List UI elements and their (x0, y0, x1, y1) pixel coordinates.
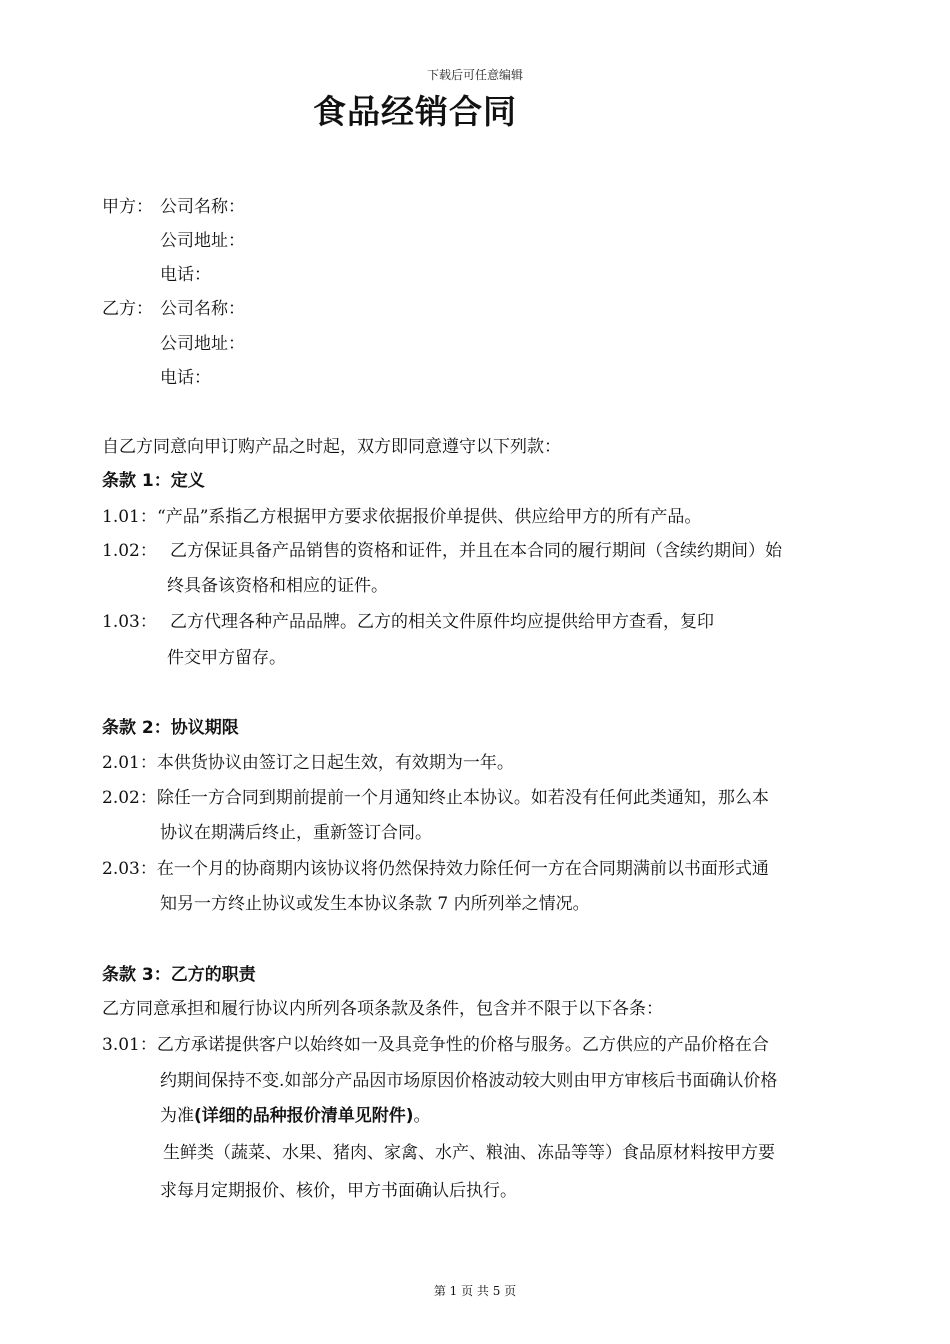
clause1-heading: 条款 1：定义 (102, 471, 205, 491)
clause3-01-line3-post: 。 (413, 1106, 431, 1126)
clause2-02-line2: 协议在期满后终止，重新签订合同。 (160, 823, 432, 843)
clause1-01-number: 1.01： (102, 507, 157, 527)
clause2-02-line1: 2.02：除任一方合同到期前提前一个月通知终止本协议。如若没有任何此类通知，那么本 (102, 788, 769, 808)
clause3-01-line3-bold: (详细的品种报价清单见附件) (194, 1106, 414, 1126)
clause1-03-line1: 乙方代理各种产品品牌。乙方的相关文件原件均应提供给甲方查看，复印 (170, 612, 714, 632)
clause3-heading: 条款 3：乙方的职责 (102, 965, 256, 985)
clause1-01-text: “产品”系指乙方根据甲方要求依据报价单提供、供应给甲方的所有产品。 (157, 507, 702, 527)
party-b-phone: 电话： (160, 368, 211, 388)
clause1-03-line2: 件交甲方留存。 (167, 648, 286, 668)
clause2-03-line2: 知另一方终止协议或发生本协议条款 7 内所列举之情况。 (160, 894, 590, 914)
party-a-company-name: 公司名称： (160, 197, 245, 217)
clause1-02-line1: 乙方保证具备产品销售的资格和证件，并且在本合同的履行期间（含续约期间）始 (170, 541, 782, 561)
page-footer: 第 1 页 共 5 页 (433, 1284, 517, 1298)
party-b-label: 乙方： (102, 299, 153, 319)
party-a-phone: 电话： (160, 265, 211, 285)
clause3-01-line5: 求每月定期报价、核价，甲方书面确认后执行。 (160, 1181, 517, 1201)
clause2-heading: 条款 2：协议期限 (102, 718, 239, 738)
clause2-03-line1: 2.03：在一个月的协商期内该协议将仍然保持效力除任何一方在合同期满前以书面形式通 (102, 859, 769, 879)
clause3-01-line4: 生鲜类（蔬菜、水果、猪肉、家禽、水产、粮油、冻品等等）食品原材料按甲方要 (163, 1143, 775, 1163)
clause3-01-line3 (160, 1105, 431, 1127)
party-b-company-address: 公司地址： (160, 334, 245, 354)
clause3-intro: 乙方同意承担和履行协议内所列各项条款及条件，包含并不限于以下各条： (102, 999, 663, 1019)
header-note: 下载后可任意编辑 (426, 68, 523, 82)
party-a-label: 甲方： (102, 197, 153, 217)
party-b-company-name: 公司名称： (160, 299, 245, 319)
page-title: 食品经销合同 (313, 92, 517, 131)
clause3-01-line3-pre: 为准 (160, 1106, 194, 1126)
clause3-01-line2: 约期间保持不变.如部分产品因市场原因价格波动较大则由甲方审核后书面确认价格 (160, 1071, 778, 1091)
clause1-02-number: 1.02： (102, 541, 157, 561)
clause2-01: 2.01：本供货协议由签订之日起生效，有效期为一年。 (102, 753, 514, 773)
clause3-01-line1: 3.01：乙方承诺提供客户以始终如一及具竞争性的价格与服务。乙方供应的产品价格在合 (102, 1035, 769, 1055)
clause1-03-number: 1.03： (102, 612, 157, 632)
party-a-company-address: 公司地址： (160, 231, 245, 251)
intro-paragraph: 自乙方同意向甲订购产品之时起，双方即同意遵守以下列款： (102, 437, 561, 457)
clause1-02-line2: 终具备该资格和相应的证件。 (167, 576, 388, 596)
